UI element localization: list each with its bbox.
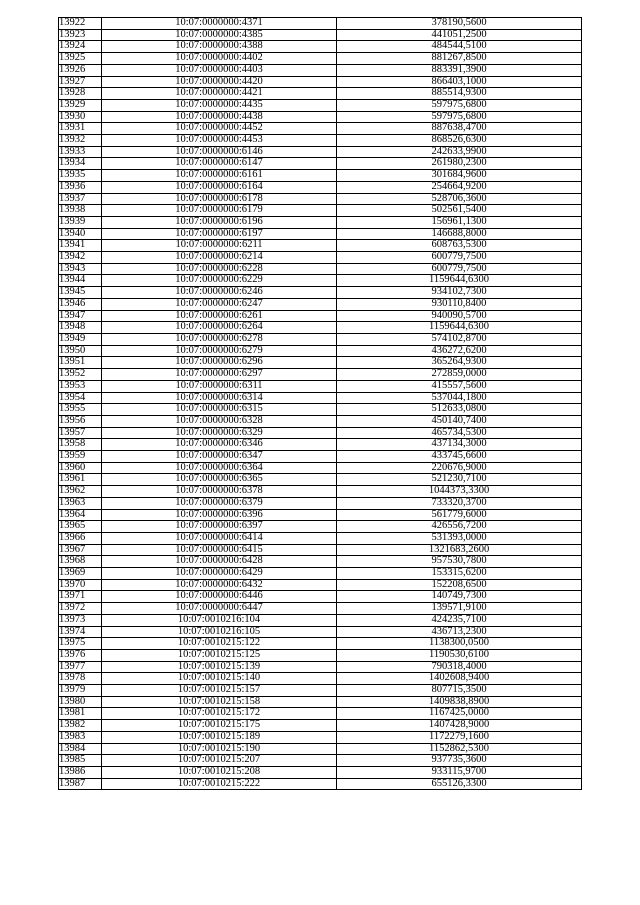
row-number-cell: 13963 <box>59 497 102 509</box>
table-row <box>59 591 582 603</box>
row-number-cell: 13981 <box>59 708 102 720</box>
table-row <box>59 568 582 580</box>
cadastral-number-cell: 10:07:0000000:6365 <box>102 474 337 486</box>
value-cell: 272859,0000 <box>337 369 582 381</box>
table-row <box>59 532 582 544</box>
table-row <box>59 392 582 404</box>
table-row <box>59 29 582 41</box>
table-row <box>59 720 582 732</box>
table-row <box>59 673 582 685</box>
table-row <box>59 521 582 533</box>
row-number-cell: 13961 <box>59 474 102 486</box>
value-cell: 441051,2500 <box>337 29 582 41</box>
value-cell: 220676,9000 <box>337 462 582 474</box>
value-cell: 881267,8500 <box>337 53 582 65</box>
value-cell: 1152862,5300 <box>337 743 582 755</box>
cadastral-number-cell: 10:07:0000000:6396 <box>102 509 337 521</box>
table-row <box>59 99 582 111</box>
value-cell: 156961,1300 <box>337 216 582 228</box>
cadastral-number-cell: 10:07:0000000:6214 <box>102 252 337 264</box>
table-row <box>59 439 582 451</box>
row-number-cell: 13959 <box>59 451 102 463</box>
table-row <box>59 228 582 240</box>
value-cell: 957530,7800 <box>337 556 582 568</box>
row-number-cell: 13945 <box>59 287 102 299</box>
table-row <box>59 333 582 345</box>
row-number-cell: 13951 <box>59 357 102 369</box>
row-number-cell: 13958 <box>59 439 102 451</box>
table-row <box>59 88 582 100</box>
value-cell: 140749,7300 <box>337 591 582 603</box>
value-cell: 883391,3900 <box>337 64 582 76</box>
row-number-cell: 13934 <box>59 158 102 170</box>
cadastral-number-cell: 10:07:0010216:105 <box>102 626 337 638</box>
table-row <box>59 345 582 357</box>
cadastral-number-cell: 10:07:0000000:6311 <box>102 380 337 392</box>
table-row <box>59 497 582 509</box>
table-body <box>59 18 582 790</box>
cadastral-number-cell: 10:07:0000000:4420 <box>102 76 337 88</box>
value-cell: 933115,9700 <box>337 767 582 779</box>
row-number-cell: 13974 <box>59 626 102 638</box>
row-number-cell: 13923 <box>59 29 102 41</box>
table-row <box>59 64 582 76</box>
value-cell: 1190530,6100 <box>337 649 582 661</box>
value-cell: 484544,5100 <box>337 41 582 53</box>
cadastral-number-cell: 10:07:0010215:140 <box>102 673 337 685</box>
row-number-cell: 13926 <box>59 64 102 76</box>
cadastral-number-cell: 10:07:0000000:4438 <box>102 111 337 123</box>
cadastral-number-cell: 10:07:0000000:6429 <box>102 568 337 580</box>
cadastral-number-cell: 10:07:0000000:6379 <box>102 497 337 509</box>
table-row <box>59 486 582 498</box>
row-number-cell: 13952 <box>59 369 102 381</box>
cadastral-number-cell: 10:07:0000000:6447 <box>102 603 337 615</box>
row-number-cell: 13950 <box>59 345 102 357</box>
row-number-cell: 13956 <box>59 415 102 427</box>
value-cell: 561779,6000 <box>337 509 582 521</box>
cadastral-number-cell: 10:07:0000000:6446 <box>102 591 337 603</box>
row-number-cell: 13935 <box>59 170 102 182</box>
row-number-cell: 13973 <box>59 614 102 626</box>
table-row <box>59 240 582 252</box>
table-row <box>59 661 582 673</box>
value-cell: 574102,8700 <box>337 333 582 345</box>
cadastral-number-cell: 10:07:0000000:6378 <box>102 486 337 498</box>
row-number-cell: 13929 <box>59 99 102 111</box>
row-number-cell: 13942 <box>59 252 102 264</box>
table-row <box>59 685 582 697</box>
table-row <box>59 322 582 334</box>
table-row <box>59 216 582 228</box>
cadastral-number-cell: 10:07:0000000:6279 <box>102 345 337 357</box>
row-number-cell: 13931 <box>59 123 102 135</box>
row-number-cell: 13947 <box>59 310 102 322</box>
row-number-cell: 13987 <box>59 778 102 790</box>
row-number-cell: 13944 <box>59 275 102 287</box>
row-number-cell: 13971 <box>59 591 102 603</box>
row-number-cell: 13943 <box>59 263 102 275</box>
row-number-cell: 13985 <box>59 755 102 767</box>
row-number-cell: 13982 <box>59 720 102 732</box>
value-cell: 365264,9300 <box>337 357 582 369</box>
value-cell: 528706,3600 <box>337 193 582 205</box>
value-cell: 937735,3600 <box>337 755 582 767</box>
value-cell: 378190,5600 <box>337 18 582 30</box>
cadastral-number-cell: 10:07:0000000:4388 <box>102 41 337 53</box>
cadastral-number-cell: 10:07:0010215:122 <box>102 638 337 650</box>
value-cell: 415557,5600 <box>337 380 582 392</box>
row-number-cell: 13940 <box>59 228 102 240</box>
table-row <box>59 638 582 650</box>
cadastral-number-cell: 10:07:0000000:6196 <box>102 216 337 228</box>
row-number-cell: 13932 <box>59 135 102 147</box>
cadastral-number-cell: 10:07:0010215:158 <box>102 696 337 708</box>
table-row <box>59 649 582 661</box>
row-number-cell: 13954 <box>59 392 102 404</box>
table-row <box>59 626 582 638</box>
table-row <box>59 298 582 310</box>
value-cell: 301684,9600 <box>337 170 582 182</box>
table-row <box>59 556 582 568</box>
table-row <box>59 18 582 30</box>
value-cell: 254664,9200 <box>337 181 582 193</box>
cadastral-number-cell: 10:07:0000000:6178 <box>102 193 337 205</box>
cadastral-number-cell: 10:07:0010215:172 <box>102 708 337 720</box>
value-cell: 608763,5300 <box>337 240 582 252</box>
cadastral-value-table <box>58 17 582 790</box>
table-row <box>59 41 582 53</box>
row-number-cell: 13928 <box>59 88 102 100</box>
cadastral-number-cell: 10:07:0000000:6414 <box>102 532 337 544</box>
row-number-cell: 13933 <box>59 146 102 158</box>
value-cell: 261980,2300 <box>337 158 582 170</box>
cadastral-number-cell: 10:07:0000000:4453 <box>102 135 337 147</box>
value-cell: 437134,3000 <box>337 439 582 451</box>
row-number-cell: 13953 <box>59 380 102 392</box>
value-cell: 1044373,3300 <box>337 486 582 498</box>
row-number-cell: 13960 <box>59 462 102 474</box>
cadastral-number-cell: 10:07:0000000:6329 <box>102 427 337 439</box>
row-number-cell: 13924 <box>59 41 102 53</box>
table-row <box>59 767 582 779</box>
cadastral-number-cell: 10:07:0000000:6247 <box>102 298 337 310</box>
cadastral-number-cell: 10:07:0000000:4403 <box>102 64 337 76</box>
row-number-cell: 13925 <box>59 53 102 65</box>
value-cell: 521230,7100 <box>337 474 582 486</box>
cadastral-number-cell: 10:07:0000000:6315 <box>102 404 337 416</box>
value-cell: 1402608,9400 <box>337 673 582 685</box>
table-row <box>59 369 582 381</box>
table-row <box>59 415 582 427</box>
cadastral-number-cell: 10:07:0000000:4402 <box>102 53 337 65</box>
table-row <box>59 170 582 182</box>
row-number-cell: 13979 <box>59 685 102 697</box>
value-cell: 1172279,1600 <box>337 731 582 743</box>
table-row <box>59 743 582 755</box>
cadastral-number-cell: 10:07:0000000:6346 <box>102 439 337 451</box>
cadastral-number-cell: 10:07:0000000:6228 <box>102 263 337 275</box>
table-row <box>59 474 582 486</box>
table-row <box>59 111 582 123</box>
table-row <box>59 380 582 392</box>
cadastral-number-cell: 10:07:0000000:6147 <box>102 158 337 170</box>
table-row <box>59 181 582 193</box>
row-number-cell: 13967 <box>59 544 102 556</box>
value-cell: 1138300,0500 <box>337 638 582 650</box>
value-cell: 436713,2300 <box>337 626 582 638</box>
value-cell: 465734,5300 <box>337 427 582 439</box>
row-number-cell: 13936 <box>59 181 102 193</box>
table-row <box>59 509 582 521</box>
table-row <box>59 263 582 275</box>
cadastral-number-cell: 10:07:0000000:6432 <box>102 579 337 591</box>
table-row <box>59 755 582 767</box>
row-number-cell: 13946 <box>59 298 102 310</box>
cadastral-number-cell: 10:07:0010216:104 <box>102 614 337 626</box>
value-cell: 597975,6800 <box>337 99 582 111</box>
cadastral-number-cell: 10:07:0000000:6428 <box>102 556 337 568</box>
value-cell: 450140,7400 <box>337 415 582 427</box>
value-cell: 537044,1800 <box>337 392 582 404</box>
value-cell: 502561,5400 <box>337 205 582 217</box>
value-cell: 868526,6300 <box>337 135 582 147</box>
value-cell: 655126,3300 <box>337 778 582 790</box>
value-cell: 866403,1000 <box>337 76 582 88</box>
table-row <box>59 310 582 322</box>
row-number-cell: 13927 <box>59 76 102 88</box>
cadastral-number-cell: 10:07:0010215:222 <box>102 778 337 790</box>
value-cell: 934102,7300 <box>337 287 582 299</box>
cadastral-number-cell: 10:07:0000000:6146 <box>102 146 337 158</box>
value-cell: 930110,8400 <box>337 298 582 310</box>
table-row <box>59 275 582 287</box>
row-number-cell: 13964 <box>59 509 102 521</box>
cadastral-number-cell: 10:07:0000000:6296 <box>102 357 337 369</box>
table-row <box>59 123 582 135</box>
value-cell: 531393,0000 <box>337 532 582 544</box>
row-number-cell: 13962 <box>59 486 102 498</box>
table-row <box>59 708 582 720</box>
cadastral-number-cell: 10:07:0000000:6164 <box>102 181 337 193</box>
table-row <box>59 135 582 147</box>
table-row <box>59 357 582 369</box>
table-row <box>59 544 582 556</box>
table-row <box>59 146 582 158</box>
row-number-cell: 13955 <box>59 404 102 416</box>
value-cell: 1159644,6300 <box>337 275 582 287</box>
cadastral-number-cell: 10:07:0000000:6347 <box>102 451 337 463</box>
table-row <box>59 451 582 463</box>
cadastral-number-cell: 10:07:0000000:6246 <box>102 287 337 299</box>
value-cell: 733320,3700 <box>337 497 582 509</box>
value-cell: 139571,9100 <box>337 603 582 615</box>
cadastral-number-cell: 10:07:0000000:6415 <box>102 544 337 556</box>
table-row <box>59 287 582 299</box>
value-cell: 153315,6200 <box>337 568 582 580</box>
row-number-cell: 13937 <box>59 193 102 205</box>
table-row <box>59 731 582 743</box>
value-cell: 436272,6200 <box>337 345 582 357</box>
table-row <box>59 427 582 439</box>
cadastral-number-cell: 10:07:0000000:6197 <box>102 228 337 240</box>
cadastral-number-cell: 10:07:0000000:4452 <box>102 123 337 135</box>
cadastral-number-cell: 10:07:0010215:207 <box>102 755 337 767</box>
table-row <box>59 603 582 615</box>
value-cell: 1167425,0000 <box>337 708 582 720</box>
row-number-cell: 13965 <box>59 521 102 533</box>
value-cell: 152208,6500 <box>337 579 582 591</box>
row-number-cell: 13922 <box>59 18 102 30</box>
value-cell: 885514,9300 <box>337 88 582 100</box>
cadastral-number-cell: 10:07:0000000:6297 <box>102 369 337 381</box>
row-number-cell: 13941 <box>59 240 102 252</box>
table-row <box>59 614 582 626</box>
row-number-cell: 13938 <box>59 205 102 217</box>
cadastral-number-cell: 10:07:0000000:6161 <box>102 170 337 182</box>
cadastral-number-cell: 10:07:0000000:4371 <box>102 18 337 30</box>
cadastral-number-cell: 10:07:0000000:6261 <box>102 310 337 322</box>
table-row <box>59 53 582 65</box>
row-number-cell: 13949 <box>59 333 102 345</box>
value-cell: 940090,5700 <box>337 310 582 322</box>
row-number-cell: 13930 <box>59 111 102 123</box>
value-cell: 512633,0800 <box>337 404 582 416</box>
table-row <box>59 158 582 170</box>
value-cell: 146688,8000 <box>337 228 582 240</box>
cadastral-number-cell: 10:07:0010215:157 <box>102 685 337 697</box>
row-number-cell: 13957 <box>59 427 102 439</box>
row-number-cell: 13972 <box>59 603 102 615</box>
value-cell: 424235,7100 <box>337 614 582 626</box>
cadastral-number-cell: 10:07:0010215:175 <box>102 720 337 732</box>
value-cell: 790318,4000 <box>337 661 582 673</box>
table-row <box>59 76 582 88</box>
row-number-cell: 13986 <box>59 767 102 779</box>
cadastral-number-cell: 10:07:0000000:4435 <box>102 99 337 111</box>
cadastral-number-cell: 10:07:0000000:6278 <box>102 333 337 345</box>
cadastral-number-cell: 10:07:0000000:6314 <box>102 392 337 404</box>
cadastral-number-cell: 10:07:0000000:6179 <box>102 205 337 217</box>
row-number-cell: 13966 <box>59 532 102 544</box>
cadastral-number-cell: 10:07:0000000:6397 <box>102 521 337 533</box>
value-cell: 600779,7500 <box>337 263 582 275</box>
value-cell: 1159644,6300 <box>337 322 582 334</box>
row-number-cell: 13977 <box>59 661 102 673</box>
cadastral-number-cell: 10:07:0000000:6364 <box>102 462 337 474</box>
cadastral-number-cell: 10:07:0000000:6264 <box>102 322 337 334</box>
cadastral-number-cell: 10:07:0000000:6211 <box>102 240 337 252</box>
row-number-cell: 13980 <box>59 696 102 708</box>
value-cell: 242633,9900 <box>337 146 582 158</box>
row-number-cell: 13969 <box>59 568 102 580</box>
cadastral-number-cell: 10:07:0010215:189 <box>102 731 337 743</box>
value-cell: 1409838,8900 <box>337 696 582 708</box>
table-row <box>59 404 582 416</box>
cadastral-number-cell: 10:07:0010215:139 <box>102 661 337 673</box>
row-number-cell: 13975 <box>59 638 102 650</box>
row-number-cell: 13978 <box>59 673 102 685</box>
cadastral-number-cell: 10:07:0010215:208 <box>102 767 337 779</box>
cadastral-number-cell: 10:07:0000000:6229 <box>102 275 337 287</box>
row-number-cell: 13948 <box>59 322 102 334</box>
row-number-cell: 13968 <box>59 556 102 568</box>
value-cell: 807715,3500 <box>337 685 582 697</box>
cadastral-number-cell: 10:07:0000000:6328 <box>102 415 337 427</box>
cadastral-number-cell: 10:07:0000000:4421 <box>102 88 337 100</box>
row-number-cell: 13983 <box>59 731 102 743</box>
table-row <box>59 462 582 474</box>
row-number-cell: 13970 <box>59 579 102 591</box>
row-number-cell: 13984 <box>59 743 102 755</box>
table-row <box>59 205 582 217</box>
table-row <box>59 579 582 591</box>
value-cell: 433745,6600 <box>337 451 582 463</box>
table-row <box>59 252 582 264</box>
value-cell: 597975,6800 <box>337 111 582 123</box>
row-number-cell: 13939 <box>59 216 102 228</box>
cadastral-number-cell: 10:07:0010215:125 <box>102 649 337 661</box>
table-row <box>59 193 582 205</box>
value-cell: 600779,7500 <box>337 252 582 264</box>
table-row <box>59 778 582 790</box>
cadastral-number-cell: 10:07:0000000:4385 <box>102 29 337 41</box>
value-cell: 1407428,9000 <box>337 720 582 732</box>
value-cell: 426556,7200 <box>337 521 582 533</box>
cadastral-number-cell: 10:07:0010215:190 <box>102 743 337 755</box>
row-number-cell: 13976 <box>59 649 102 661</box>
value-cell: 887638,4700 <box>337 123 582 135</box>
table-row <box>59 696 582 708</box>
value-cell: 1321683,2600 <box>337 544 582 556</box>
